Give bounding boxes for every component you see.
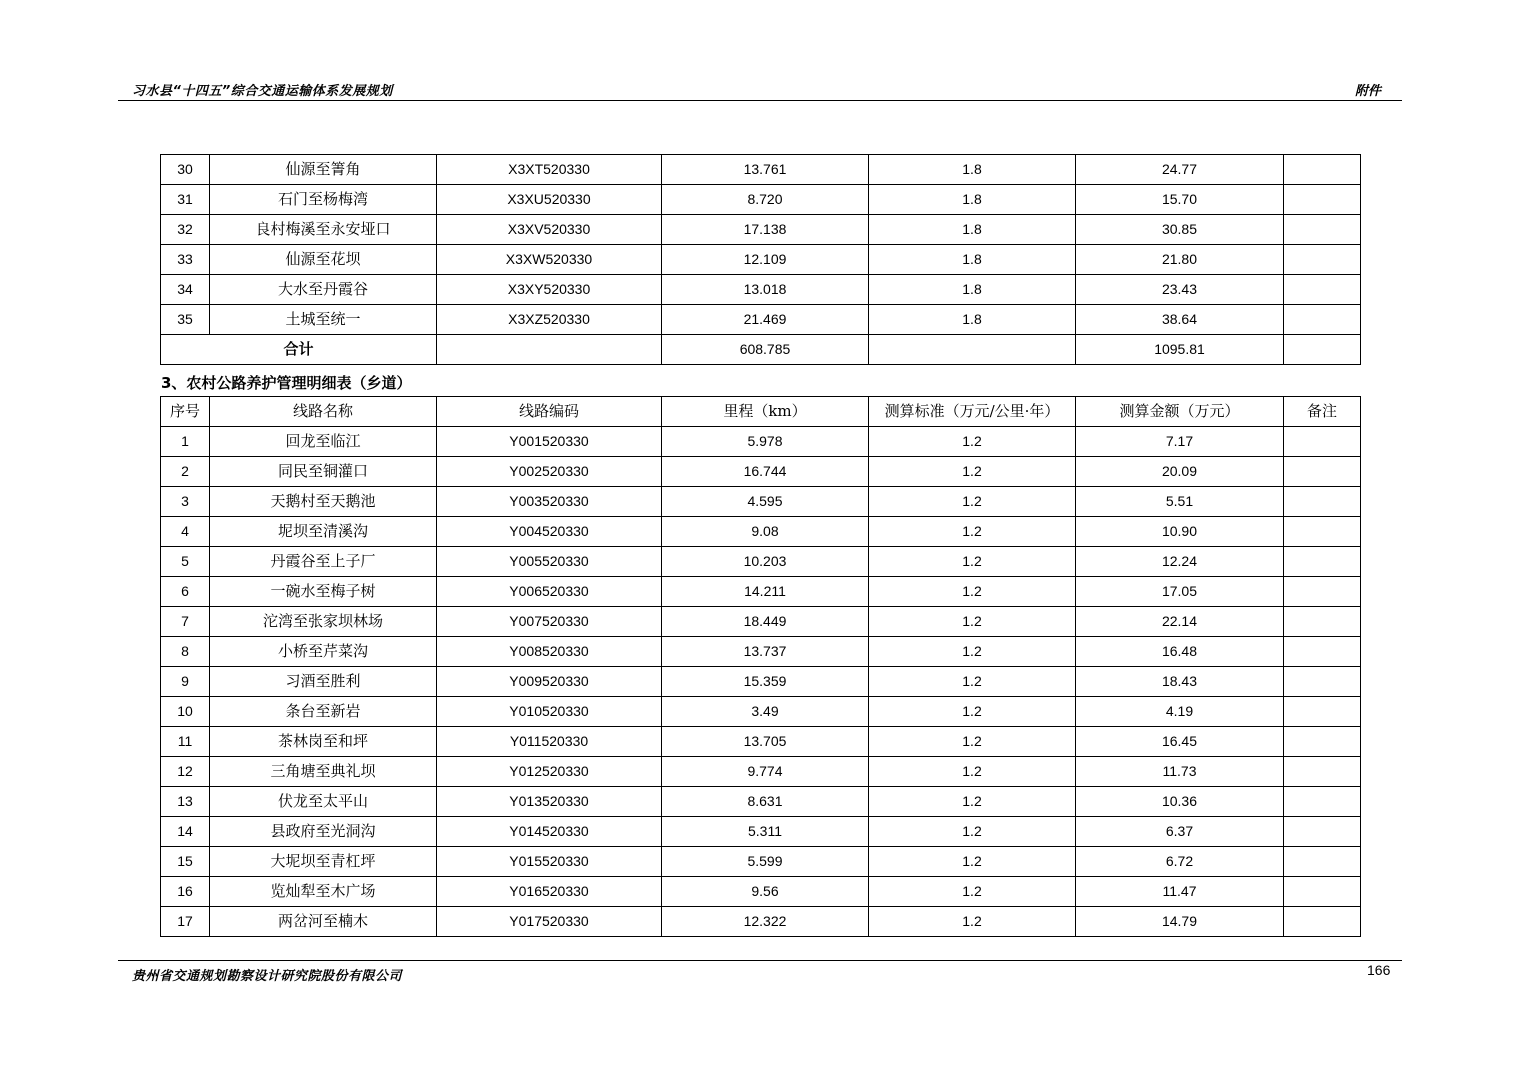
header-cell-note: 备注 [1284,397,1361,427]
cell-standard: 1.2 [869,547,1076,577]
table-row [161,757,1361,787]
section-title: 3、农村公路养护管理明细表（乡道） [161,374,412,392]
document-header-title: 习水县“十四五”综合交通运输体系发展规划 [132,84,393,99]
cell-amount: 6.72 [1076,847,1284,877]
cell-no: 14 [161,817,210,847]
cell-note [1284,787,1361,817]
cell-code: Y012520330 [437,757,662,787]
footer-company: 贵州省交通规划勘察设计研究院股份有限公司 [132,969,403,984]
total-note-empty [1284,335,1361,365]
cell-no: 3 [161,487,210,517]
cell-km: 13.018 [662,275,869,305]
cell-name: 良村梅溪至永安垭口 [210,215,437,245]
table-row [161,877,1361,907]
cell-amount: 23.43 [1076,275,1284,305]
table-header-row [161,397,1361,427]
cell-note [1284,517,1361,547]
cell-km: 12.322 [662,907,869,937]
header-cell-km: 里程（km） [662,397,869,427]
cell-code: Y002520330 [437,457,662,487]
cell-code: Y009520330 [437,667,662,697]
cell-code: Y016520330 [437,877,662,907]
cell-standard: 1.2 [869,727,1076,757]
total-km: 608.785 [662,335,869,365]
table-row [161,817,1361,847]
cell-note [1284,697,1361,727]
cell-standard: 1.2 [869,757,1076,787]
cell-km: 13.761 [662,155,869,185]
cell-amount: 15.70 [1076,185,1284,215]
cell-name: 天鹅村至天鹅池 [210,487,437,517]
cell-name: 大水至丹霞谷 [210,275,437,305]
total-amount: 1095.81 [1076,335,1284,365]
cell-no: 15 [161,847,210,877]
township-road-table [160,396,1361,937]
cell-km: 14.211 [662,577,869,607]
cell-name: 茶林岗至和坪 [210,727,437,757]
cell-km: 10.203 [662,547,869,577]
cell-name: 回龙至临江 [210,427,437,457]
county-road-table-body [161,155,1361,365]
cell-no: 13 [161,787,210,817]
header-cell-name: 线路名称 [210,397,437,427]
cell-note [1284,637,1361,667]
cell-no: 5 [161,547,210,577]
cell-note [1284,667,1361,697]
cell-standard: 1.8 [869,185,1076,215]
header-cell-amount: 测算金额（万元） [1076,397,1284,427]
table-row [161,577,1361,607]
header-cell-standard: 测算标准（万元/公里·年） [869,397,1076,427]
cell-note [1284,487,1361,517]
cell-code: Y014520330 [437,817,662,847]
cell-note [1284,817,1361,847]
cell-standard: 1.2 [869,877,1076,907]
cell-no: 17 [161,907,210,937]
cell-code: Y007520330 [437,607,662,637]
cell-km: 13.737 [662,637,869,667]
cell-km: 13.705 [662,727,869,757]
cell-standard: 1.2 [869,667,1076,697]
cell-code: Y008520330 [437,637,662,667]
table-row [161,787,1361,817]
footer-divider [118,960,1402,961]
cell-km: 16.744 [662,457,869,487]
cell-amount: 18.43 [1076,667,1284,697]
cell-name: 一碗水至梅子树 [210,577,437,607]
total-standard-empty [869,335,1076,365]
cell-no: 16 [161,877,210,907]
total-label: 合计 [161,335,437,365]
cell-km: 3.49 [662,697,869,727]
table-row [161,667,1361,697]
cell-note [1284,757,1361,787]
cell-standard: 1.8 [869,245,1076,275]
cell-code: Y013520330 [437,787,662,817]
cell-code: Y015520330 [437,847,662,877]
cell-amount: 16.48 [1076,637,1284,667]
table-row [161,637,1361,667]
cell-km: 9.08 [662,517,869,547]
cell-code: Y003520330 [437,487,662,517]
cell-amount: 11.47 [1076,877,1284,907]
cell-standard: 1.2 [869,457,1076,487]
cell-km: 12.109 [662,245,869,275]
cell-standard: 1.8 [869,305,1076,335]
cell-km: 8.631 [662,787,869,817]
table-row [161,275,1361,305]
cell-no: 1 [161,427,210,457]
cell-code: X3XZ520330 [437,305,662,335]
cell-km: 8.720 [662,185,869,215]
cell-standard: 1.2 [869,577,1076,607]
cell-amount: 21.80 [1076,245,1284,275]
cell-no: 34 [161,275,210,305]
cell-amount: 16.45 [1076,727,1284,757]
cell-amount: 38.64 [1076,305,1284,335]
cell-amount: 10.90 [1076,517,1284,547]
cell-standard: 1.2 [869,907,1076,937]
cell-amount: 6.37 [1076,817,1284,847]
cell-amount: 22.14 [1076,607,1284,637]
cell-no: 2 [161,457,210,487]
cell-amount: 5.51 [1076,487,1284,517]
cell-name: 小桥至芹菜沟 [210,637,437,667]
cell-name: 条台至新岩 [210,697,437,727]
cell-km: 5.978 [662,427,869,457]
cell-standard: 1.2 [869,817,1076,847]
cell-no: 30 [161,155,210,185]
cell-standard: 1.2 [869,697,1076,727]
cell-code: Y004520330 [437,517,662,547]
cell-name: 两岔河至楠木 [210,907,437,937]
cell-name: 仙源至花坝 [210,245,437,275]
cell-standard: 1.2 [869,787,1076,817]
cell-note [1284,547,1361,577]
cell-amount: 17.05 [1076,577,1284,607]
cell-code: Y017520330 [437,907,662,937]
cell-note [1284,245,1361,275]
cell-amount: 4.19 [1076,697,1284,727]
cell-name: 丹霞谷至上子厂 [210,547,437,577]
document-header-attachment: 附件 [1355,84,1382,99]
cell-km: 21.469 [662,305,869,335]
header-cell-code: 线路编码 [437,397,662,427]
table-row [161,547,1361,577]
cell-standard: 1.8 [869,275,1076,305]
cell-code: Y010520330 [437,697,662,727]
cell-km: 15.359 [662,667,869,697]
cell-no: 10 [161,697,210,727]
table-row [161,697,1361,727]
cell-note [1284,847,1361,877]
table-row [161,487,1361,517]
cell-no: 9 [161,667,210,697]
cell-name: 坭坝至清溪沟 [210,517,437,547]
cell-amount: 10.36 [1076,787,1284,817]
page-number: 166 [1367,962,1391,978]
cell-standard: 1.2 [869,517,1076,547]
header-cell-no: 序号 [161,397,210,427]
cell-code: X3XW520330 [437,245,662,275]
cell-standard: 1.2 [869,487,1076,517]
cell-note [1284,607,1361,637]
cell-no: 32 [161,215,210,245]
cell-amount: 14.79 [1076,907,1284,937]
cell-amount: 20.09 [1076,457,1284,487]
table-row [161,305,1361,335]
cell-code: X3XY520330 [437,275,662,305]
table-row [161,607,1361,637]
cell-name: 土城至统一 [210,305,437,335]
cell-note [1284,577,1361,607]
cell-code: X3XT520330 [437,155,662,185]
cell-amount: 24.77 [1076,155,1284,185]
table-row [161,457,1361,487]
cell-note [1284,215,1361,245]
cell-note [1284,907,1361,937]
cell-standard: 1.2 [869,847,1076,877]
cell-name: 沱湾至张家坝林场 [210,607,437,637]
cell-name: 伏龙至太平山 [210,787,437,817]
county-road-table-continued [160,154,1361,365]
cell-code: Y011520330 [437,727,662,757]
cell-standard: 1.8 [869,215,1076,245]
cell-no: 7 [161,607,210,637]
table-row [161,517,1361,547]
cell-note [1284,185,1361,215]
cell-km: 5.311 [662,817,869,847]
cell-amount: 30.85 [1076,215,1284,245]
cell-no: 8 [161,637,210,667]
cell-code: Y001520330 [437,427,662,457]
cell-km: 9.56 [662,877,869,907]
cell-code: Y006520330 [437,577,662,607]
cell-name: 仙源至箐角 [210,155,437,185]
cell-note [1284,727,1361,757]
cell-code: X3XU520330 [437,185,662,215]
cell-standard: 1.2 [869,607,1076,637]
cell-name: 县政府至光洞沟 [210,817,437,847]
table-row [161,847,1361,877]
cell-amount: 11.73 [1076,757,1284,787]
cell-name: 览灿犁至木广场 [210,877,437,907]
cell-name: 大坭坝至青杠坪 [210,847,437,877]
table-row [161,245,1361,275]
cell-code: X3XV520330 [437,215,662,245]
cell-no: 6 [161,577,210,607]
cell-note [1284,877,1361,907]
cell-no: 31 [161,185,210,215]
table-total-row [161,335,1361,365]
cell-no: 4 [161,517,210,547]
cell-no: 35 [161,305,210,335]
cell-km: 4.595 [662,487,869,517]
cell-name: 石门至杨梅湾 [210,185,437,215]
cell-standard: 1.2 [869,637,1076,667]
header-divider [118,100,1402,101]
cell-amount: 12.24 [1076,547,1284,577]
cell-note [1284,155,1361,185]
cell-note [1284,427,1361,457]
cell-note [1284,275,1361,305]
table-row [161,155,1361,185]
table-row [161,427,1361,457]
cell-km: 5.599 [662,847,869,877]
table-row [161,215,1361,245]
cell-km: 17.138 [662,215,869,245]
cell-note [1284,457,1361,487]
cell-standard: 1.8 [869,155,1076,185]
cell-standard: 1.2 [869,427,1076,457]
cell-amount: 7.17 [1076,427,1284,457]
table-row [161,907,1361,937]
cell-name: 三角塘至典礼坝 [210,757,437,787]
cell-name: 习酒至胜利 [210,667,437,697]
cell-km: 9.774 [662,757,869,787]
cell-km: 18.449 [662,607,869,637]
cell-no: 11 [161,727,210,757]
cell-no: 33 [161,245,210,275]
cell-name: 同民至铜灌口 [210,457,437,487]
total-code-empty [437,335,662,365]
cell-no: 12 [161,757,210,787]
table-row [161,727,1361,757]
table-row [161,185,1361,215]
cell-note [1284,305,1361,335]
cell-code: Y005520330 [437,547,662,577]
township-road-table-body [161,427,1361,937]
